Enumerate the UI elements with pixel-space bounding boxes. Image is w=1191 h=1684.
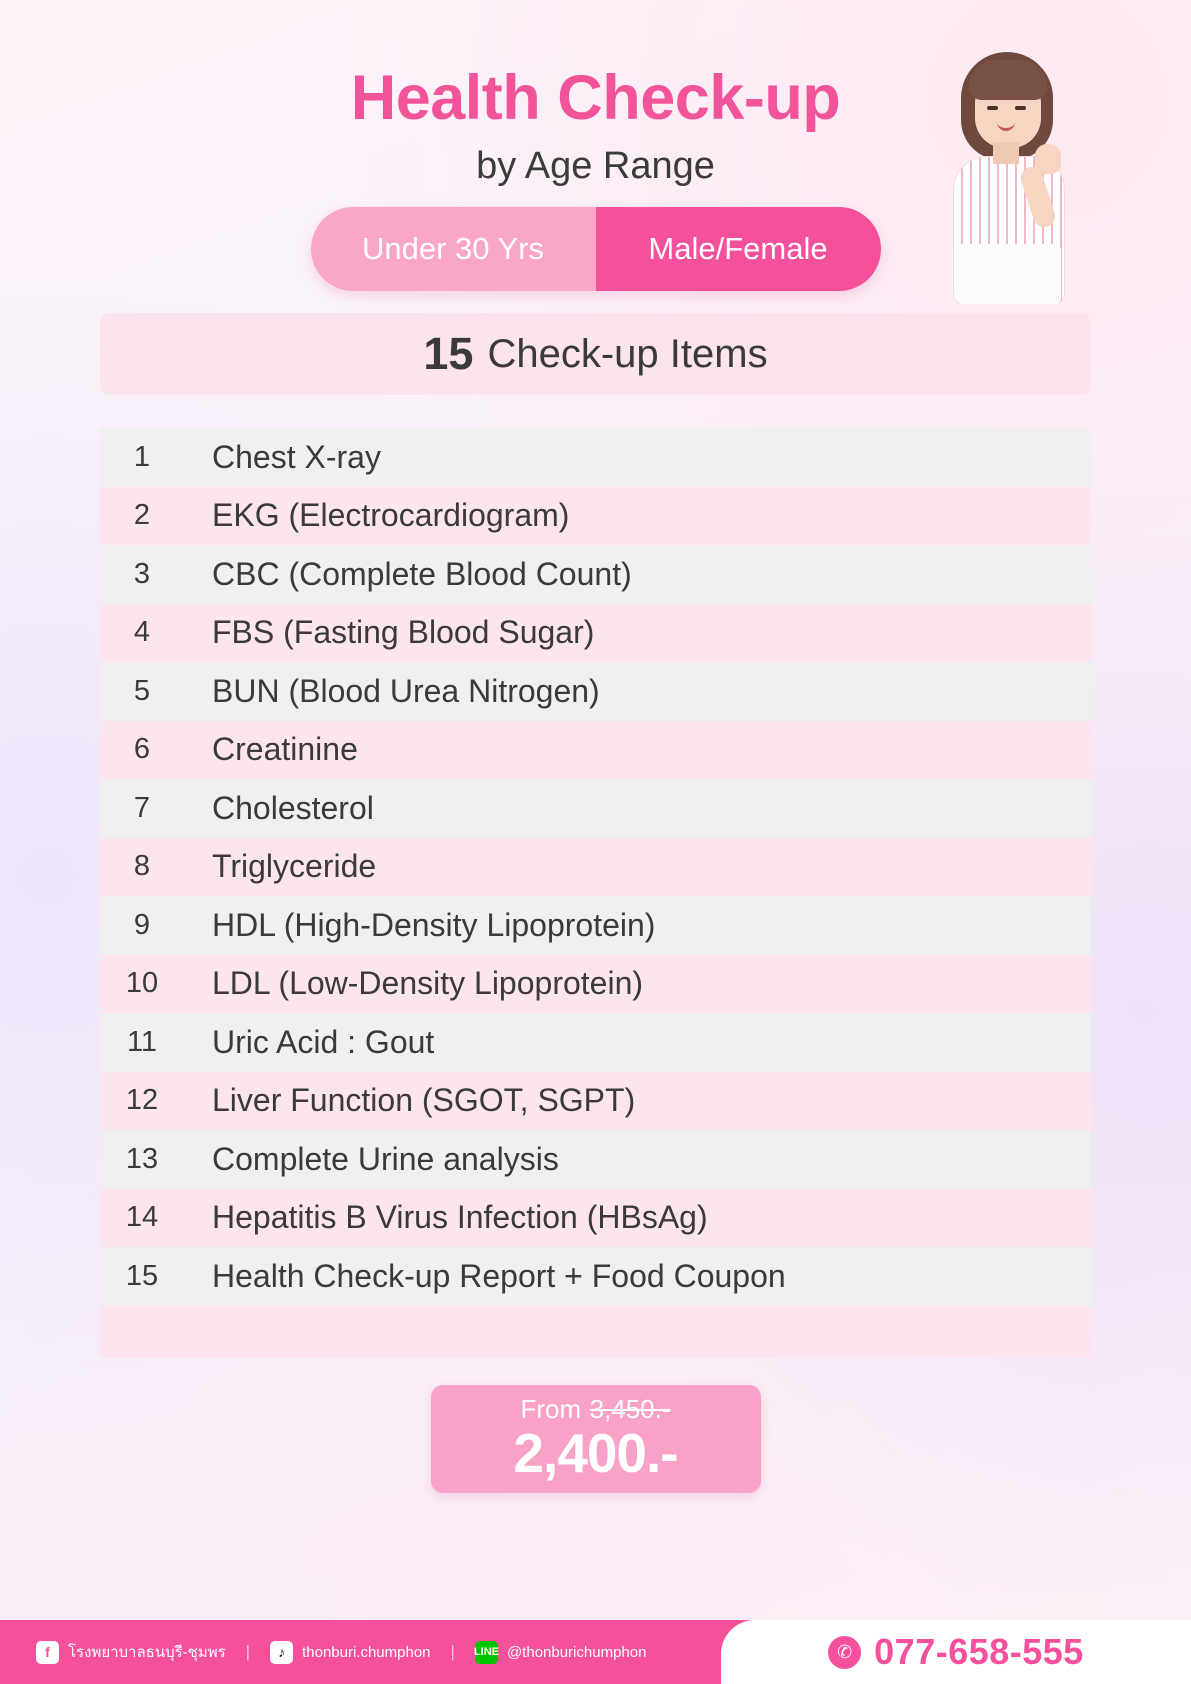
- list-item-number: 5: [133, 674, 151, 707]
- list-item-number: 6: [133, 733, 151, 766]
- social-line[interactable]: [475, 1641, 646, 1664]
- list-item: [100, 487, 1091, 546]
- price-box: [431, 1385, 761, 1493]
- list-item-label: Chest X-ray: [212, 438, 381, 475]
- list-item-number: 15: [125, 1259, 159, 1292]
- list-item-label: CBC (Complete Blood Count): [212, 555, 632, 592]
- list-item: [100, 955, 1091, 1014]
- nurse-hand: [1035, 144, 1061, 174]
- social-tiktok[interactable]: [270, 1641, 430, 1664]
- nurse-neck: [993, 142, 1019, 164]
- list-item-number: 9: [133, 908, 151, 941]
- line-icon: LINE: [475, 1641, 498, 1664]
- tiktok-label: thonburi.chumphon: [302, 1643, 431, 1661]
- list-item-label: Complete Urine analysis: [212, 1140, 559, 1177]
- list-item-number: 2: [133, 499, 151, 532]
- list-item: [100, 838, 1091, 897]
- price-old-value: 3,450.-: [589, 1394, 671, 1424]
- nurse-eye-right: [1015, 106, 1026, 110]
- footer-separator-1: |: [245, 1642, 251, 1661]
- page-subtitle: by Age Range: [476, 145, 715, 187]
- list-item-number: 11: [126, 1025, 158, 1058]
- tiktok-icon: ♪: [270, 1641, 293, 1664]
- pill-age-range: Under 30 Yrs: [311, 207, 596, 291]
- list-item: [100, 545, 1091, 604]
- line-label: @thonburichumphon: [506, 1643, 647, 1661]
- list-item-number: 14: [125, 1201, 159, 1234]
- list-item: [100, 779, 1091, 838]
- poster-header: [0, 0, 1191, 310]
- poster-footer: [0, 1620, 1191, 1684]
- list-item: [100, 1013, 1091, 1072]
- list-item-number: 10: [125, 967, 159, 1000]
- list-item-number: 4: [133, 616, 151, 649]
- list-item-label: HDL (High-Density Lipoprotein): [212, 906, 656, 943]
- nurse-illustration: [931, 48, 1091, 303]
- price-from-line: [431, 1394, 761, 1425]
- list-item-label: FBS (Fasting Blood Sugar): [212, 614, 595, 651]
- phone-icon: ✆: [828, 1636, 861, 1669]
- list-item-label: Creatinine: [212, 731, 358, 768]
- list-item-number: 8: [133, 850, 151, 883]
- list-item-label: Cholesterol: [212, 789, 374, 826]
- list-item: [100, 604, 1091, 663]
- footer-separator-2: |: [450, 1642, 455, 1661]
- facebook-icon: f: [36, 1641, 59, 1664]
- nurse-skirt: [957, 244, 1061, 304]
- facebook-label: โรงพยาบาลธนบุรี-ชุมพร: [68, 1644, 226, 1661]
- page-title: Health Check-up: [350, 63, 841, 133]
- checkup-items-list: [100, 428, 1091, 1358]
- list-item-number: 12: [125, 1084, 159, 1117]
- list-item: [100, 1130, 1091, 1189]
- checkup-count-number: 15: [423, 328, 474, 379]
- list-item: [100, 1189, 1091, 1248]
- list-item-label: EKG (Electrocardiogram): [212, 497, 570, 534]
- list-item: [100, 896, 1091, 955]
- list-item-number: 1: [133, 440, 151, 473]
- list-item-label: Triglyceride: [212, 848, 377, 885]
- list-item-label: Health Check-up Report + Food Coupon: [212, 1257, 786, 1294]
- phone-number: 077-658-555: [874, 1631, 1084, 1672]
- footer-phone[interactable]: [721, 1620, 1191, 1684]
- list-footer-strip: [100, 1306, 1091, 1358]
- list-item: [100, 428, 1091, 487]
- checkup-count-banner: [100, 313, 1091, 395]
- list-item-number: 13: [125, 1142, 159, 1175]
- footer-social-bar: [0, 1620, 760, 1684]
- list-item: [100, 721, 1091, 780]
- social-facebook[interactable]: [36, 1640, 226, 1664]
- pill-gender: Male/Female: [596, 207, 881, 291]
- list-item: [100, 662, 1091, 721]
- age-gender-pill: [311, 207, 881, 291]
- list-item-label: LDL (Low-Density Lipoprotein): [212, 965, 644, 1002]
- list-item-label: BUN (Blood Urea Nitrogen): [212, 672, 600, 709]
- nurse-hair-front: [969, 60, 1047, 100]
- list-item-label: Liver Function (SGOT, SGPT): [212, 1082, 636, 1119]
- list-item: [100, 1072, 1091, 1131]
- nurse-eye-left: [987, 106, 998, 110]
- list-item-number: 3: [133, 557, 151, 590]
- price-new-value: 2,400.-: [513, 1422, 678, 1484]
- price-from-label: From: [520, 1394, 582, 1424]
- list-item: [100, 1247, 1091, 1306]
- checkup-count-label: Check-up Items: [487, 331, 768, 376]
- list-item-label: Hepatitis B Virus Infection (HBsAg): [212, 1199, 708, 1236]
- list-item-number: 7: [133, 791, 151, 824]
- list-item-label: Uric Acid : Gout: [212, 1023, 435, 1060]
